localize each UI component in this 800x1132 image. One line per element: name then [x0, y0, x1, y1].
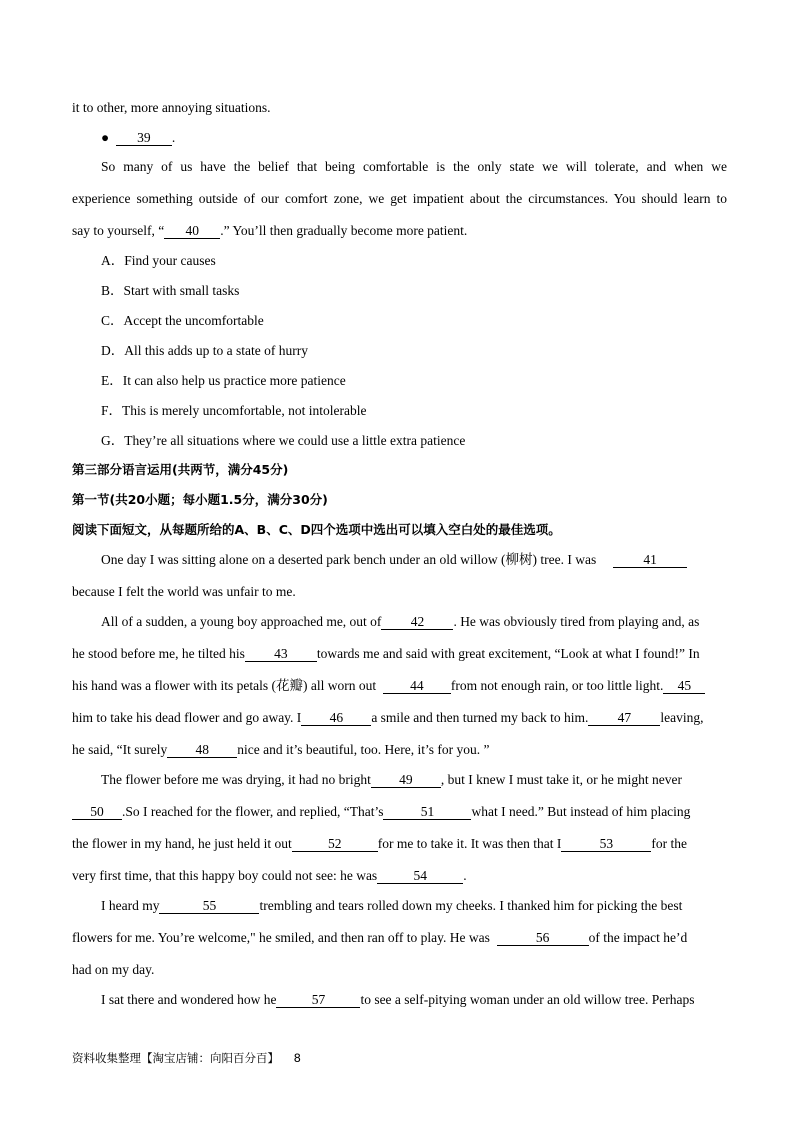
- blank-54: 54: [377, 868, 463, 884]
- blank-56: 56: [497, 930, 589, 946]
- blank-55: 55: [159, 898, 259, 914]
- story-line-1: One day I was sitting alone on a deserted park bench under an old willow (柳树) tree. I was 41: [101, 551, 751, 569]
- section-part3-heading: 第三部分语言运用(共两节，满分45分): [72, 462, 289, 477]
- intro-line: it to other, more annoying situations.: [72, 100, 271, 115]
- comfort-line-2: experience something outside of our comfort zone, we get impatient about the circumstances. You should learn to: [72, 191, 727, 206]
- story-line-7: he said, “It surely 48 nice and it’s beautiful, too. Here, it’s for you. ”: [72, 742, 490, 757]
- story-line-12: I heard my 55 trembling and tears rolled down my cheeks. I thanked him for picking the best: [101, 898, 683, 913]
- story-line-9: 50 .So I reached for the flower, and replied, “That’s 51 what I need.” But instead of him placing: [72, 803, 690, 821]
- comfort-line-1: So many of us have the belief that being comfortable is the only state we will tolerate, and when we: [101, 159, 727, 174]
- option-f: F．This is merely uncomfortable, not intolerable: [101, 403, 367, 418]
- blank-45: 45: [663, 678, 705, 694]
- blank-53: 53: [561, 836, 651, 852]
- blank-51: 51: [383, 804, 471, 820]
- story-line-14: had on my day.: [72, 962, 155, 977]
- option-e: E．It can also help us practice more patience: [101, 373, 346, 388]
- blank-40: 40: [164, 223, 220, 239]
- option-b: B．Start with small tasks: [101, 283, 240, 298]
- blank-42: 42: [381, 614, 453, 630]
- option-a: A．Find your causes: [101, 253, 216, 268]
- blank-48: 48: [167, 742, 237, 758]
- blank-39-line: ● 39 .: [101, 130, 176, 145]
- story-line-15: I sat there and wondered how he 57 to see a self-pitying woman under an old willow tree. Perhaps: [101, 992, 695, 1007]
- blank-50: 50: [72, 804, 122, 820]
- blank-57: 57: [276, 992, 360, 1008]
- story-line-2: because I felt the world was unfair to me.: [72, 584, 296, 599]
- story-line-3: All of a sudden, a young boy approached me, out of 42 . He was obviously tired from playing and, as: [101, 614, 700, 629]
- option-d: D．All this adds up to a state of hurry: [101, 343, 308, 358]
- blank-52: 52: [292, 836, 378, 852]
- story-line-8: The flower before me was drying, it had no bright 49 , but I knew I must take it, or he might never: [101, 772, 682, 787]
- blank-39: 39: [116, 130, 172, 146]
- blank-44: 44: [383, 678, 451, 694]
- section-1-heading: 第一节(共20小题；每小题1.5分，满分30分): [72, 492, 328, 507]
- instructions: 阅读下面短文，从每题所给的A、B、C、D四个选项中选出可以填入空白处的最佳选项。: [72, 522, 561, 537]
- blank-43: 43: [245, 646, 317, 662]
- story-line-4: he stood before me, he tilted his 43 towards me and said with great excitement, “Look at what I found!” In: [72, 646, 700, 661]
- story-line-11: very first time, that this happy boy could not see: he was 54 .: [72, 868, 467, 883]
- blank-49: 49: [371, 772, 441, 788]
- footer-source: 资料收集整理【淘宝店铺：向阳百分百】: [72, 1051, 279, 1065]
- comfort-line-3: say to yourself, “ 40 .” You’ll then gradually become more patient.: [72, 223, 468, 238]
- option-c: C．Accept the uncomfortable: [101, 313, 264, 328]
- story-line-13: flowers for me. You’re welcome," he smiled, and then ran off to play. He was 56 of the impact he’d: [72, 930, 688, 945]
- page-number: 8: [293, 1051, 301, 1065]
- story-line-10: the flower in my hand, he just held it out 52 for me to take it. It was then that I 53 for the: [72, 836, 688, 851]
- option-g: G．They’re all situations where we could use a little extra patience: [101, 433, 466, 448]
- story-line-5: his hand was a flower with its petals (花瓣) all worn out 44 from not enough rain, or too little light. 45: [72, 677, 705, 695]
- bullet: ●: [101, 130, 110, 145]
- footer: [72, 1050, 301, 1066]
- blank-46: 46: [301, 710, 371, 726]
- blank-47: 47: [588, 710, 660, 726]
- story-line-6: him to take his dead flower and go away. I 46 a smile and then turned my back to him. 47 leaving,: [72, 710, 704, 725]
- blank-41: 41: [613, 552, 687, 568]
